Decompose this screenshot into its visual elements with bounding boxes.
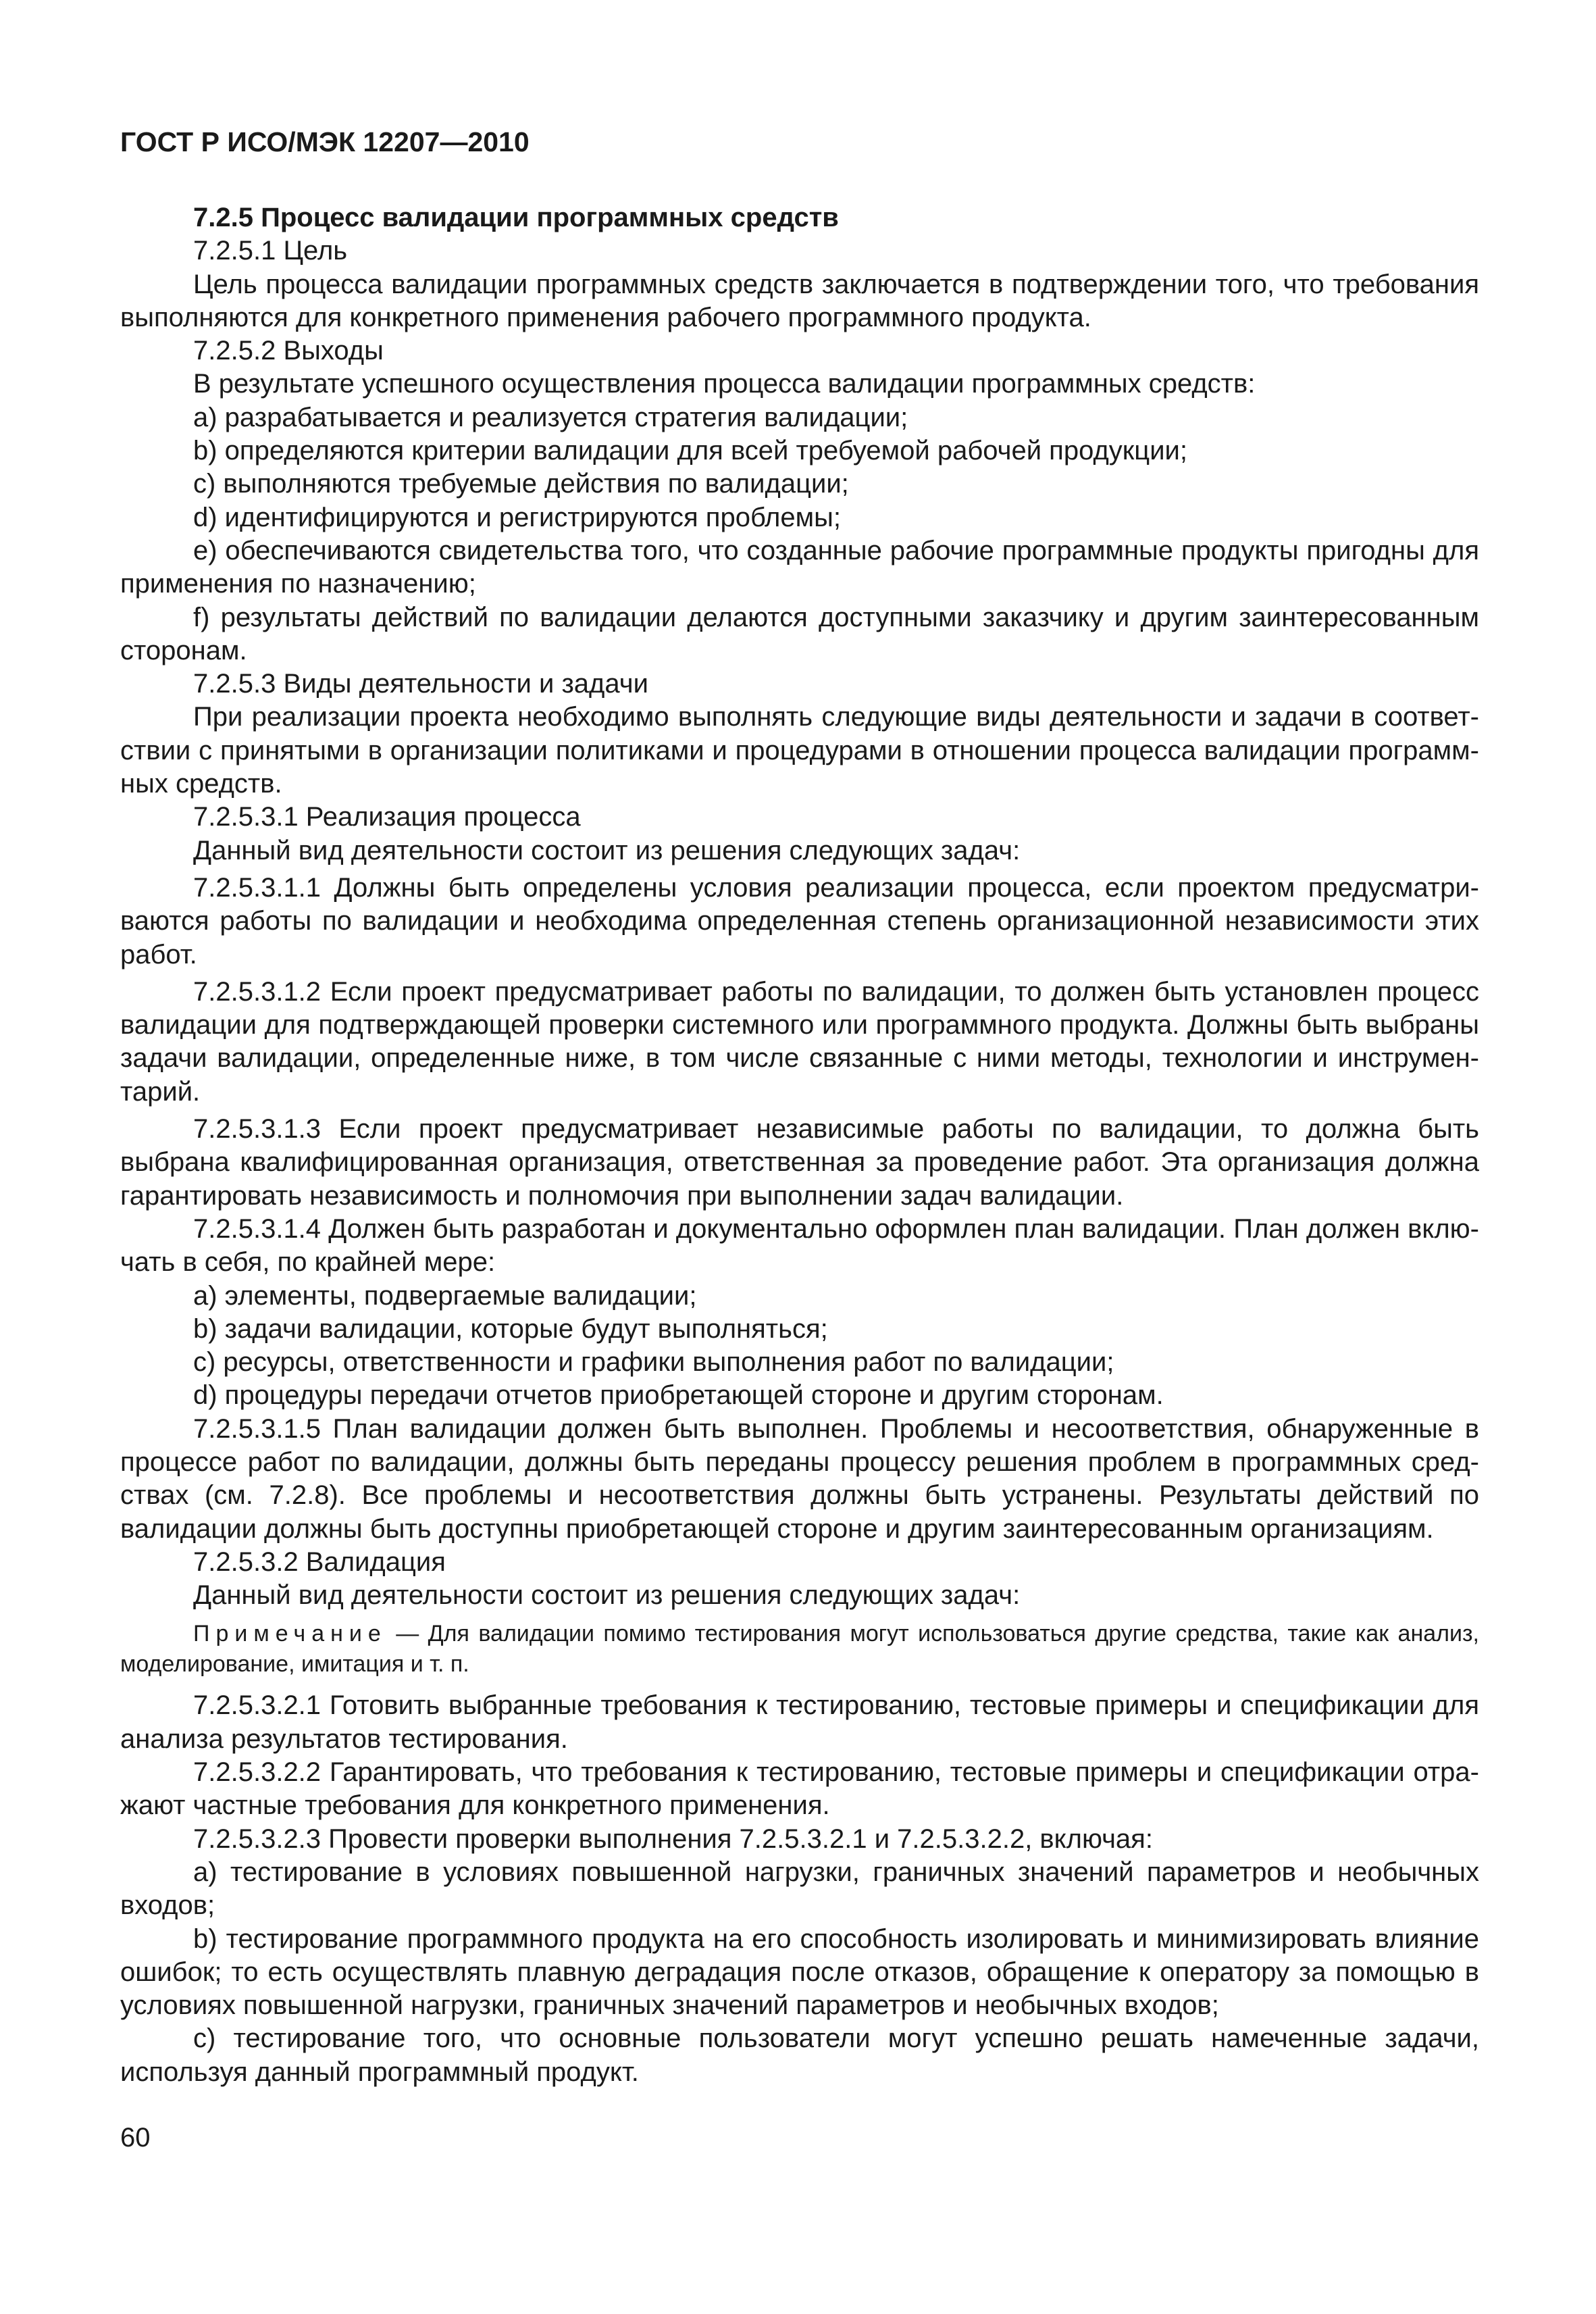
subsection-heading: 7.2.5.2 Выходы: [193, 336, 384, 366]
list-item: а) элементы, подвергаемые валидации;: [193, 1280, 697, 1311]
paragraph: При реализации проекта необходимо выполнять следующие виды деятельности и задачи в соответствии с принятыми в организации политиками и процедурами в отношении процесса валидации программных средств.: [120, 702, 1479, 799]
list-item: а) разрабатывается и реализуется стратегия валидации;: [193, 402, 908, 432]
note: [120, 1619, 1479, 1680]
list-item: c) выполняются требуемые действия по валидации;: [193, 469, 849, 499]
list-item: а) тестирование в условиях повышенной нагрузки, граничных значений параметров и необычных входов;: [120, 1857, 1479, 1921]
page-number: 60: [120, 2123, 151, 2153]
paragraph: 7.2.5.3.2.2 Гарантировать, что требования к тестированию, тестовые примеры и спецификации отражают частные требования для конкретного применения.: [120, 1757, 1479, 1821]
paragraph: Данный вид деятельности состоит из решения следующих задач:: [193, 1580, 1021, 1611]
list-item: b) тестирование программного продукта на его способность изолировать и минимизировать влияние ошибок; то есть осуществлять плавную деградация после отказов, обращение к оператору за помощью в условиях повышенной нагрузки, граничных значений параметров и необычных входов;: [120, 1923, 1479, 2021]
list-item: c) тестирование того, что основные пользователи могут успешно решать намеченные задачи, используя данный программный продукт.: [120, 2023, 1479, 2087]
document-header: ГОСТ Р ИСО/МЭК 12207—2010: [120, 126, 530, 157]
paragraph: 7.2.5.3.1.3 Если проект предусматривает независимые работы по валидации, то должна быть выбрана квалифицированная организация, ответственная за проведение работ. Эта организация должна гарантировать независимость и полномочия при выполнении задач валидации.: [120, 1114, 1479, 1211]
paragraph: 7.2.5.3.1.5 План валидации должен быть выполнен. Проблемы и несоответствия, обнаруженные в процессе работ по валидации, должны быть переданы процессу решения проблем в программных средствах (см. 7.2.8). Все проблемы и несоответствия должны быть устранены. Результаты действий по валидации должны быть доступны приобретающей стороне и другим заинтересованным организациям.: [120, 1413, 1479, 1544]
note-label: Примечание: [193, 1621, 387, 1647]
subsection-heading: 7.2.5.3.1 Реализация процесса: [193, 802, 581, 832]
subsection-heading: 7.2.5.3 Виды деятельности и задачи: [193, 669, 648, 699]
paragraph: 7.2.5.3.1.2 Если проект предусматривает работы по валидации, то должен быть установлен процесс валидации для подтверждающей проверки системного или программного продукта. Должны быть выбраны задачи валидации, определенные ниже, в том числе связанные с ними методы, технологии и инструментарий.: [120, 976, 1479, 1107]
paragraph: 7.2.5.3.1.4 Должен быть разработан и документально оформлен план валидации. План должен включать в себя, по крайней мере:: [120, 1213, 1479, 1278]
document-body: [120, 201, 1479, 2089]
paragraph: 7.2.5.3.2.1 Готовить выбранные требования к тестированию, тестовые примеры и спецификации для анализа результатов тестирования.: [120, 1690, 1479, 1754]
paragraph: Цель процесса валидации программных средств заключается в подтверждении того, что требования выполняются для конкретного применения рабочего программного продукта.: [120, 269, 1479, 332]
paragraph: В результате успешного осуществления процесса валидации программных средств:: [193, 369, 1256, 399]
paragraph: 7.2.5.3.2.3 Провести проверки выполнения 7.2.5.3.2.1 и 7.2.5.3.2.2, включая:: [193, 1823, 1153, 1854]
paragraph: Данный вид деятельности состоит из решения следующих задач:: [193, 835, 1021, 865]
list-item: f) результаты действий по валидации делаются доступными заказчику и другим заинтересованным сторонам.: [120, 602, 1479, 665]
list-item: b) определяются критерии валидации для всей требуемой рабочей продукции;: [193, 436, 1187, 466]
list-item: e) обеспечиваются свидетельства того, что созданные рабочие программные продукты пригодны для применения по назначению;: [120, 535, 1479, 599]
list-item: c) ресурсы, ответственности и графики выполнения работ по валидации;: [193, 1347, 1114, 1378]
section-heading: 7.2.5 Процесс валидации программных средств: [193, 203, 839, 232]
subsection-heading: 7.2.5.1 Цель: [193, 236, 348, 266]
note-text: — Для валидации помимо тестирования могут использоваться другие средства, такие как анализ, моделирование, имитация и т. п.: [120, 1621, 1479, 1678]
subsection-heading: 7.2.5.3.2 Валидация: [193, 1546, 446, 1577]
list-item: d) процедуры передачи отчетов приобретающей стороне и другим сторонам.: [193, 1380, 1164, 1411]
paragraph: 7.2.5.3.1.1 Должны быть определены условия реализации процесса, если проектом предусматриваются работы по валидации и необходима определенная степень организационной независимости этих работ.: [120, 872, 1479, 970]
list-item: d) идентифицируются и регистрируются проблемы;: [193, 502, 842, 532]
list-item: b) задачи валидации, которые будут выполняться;: [193, 1313, 828, 1344]
